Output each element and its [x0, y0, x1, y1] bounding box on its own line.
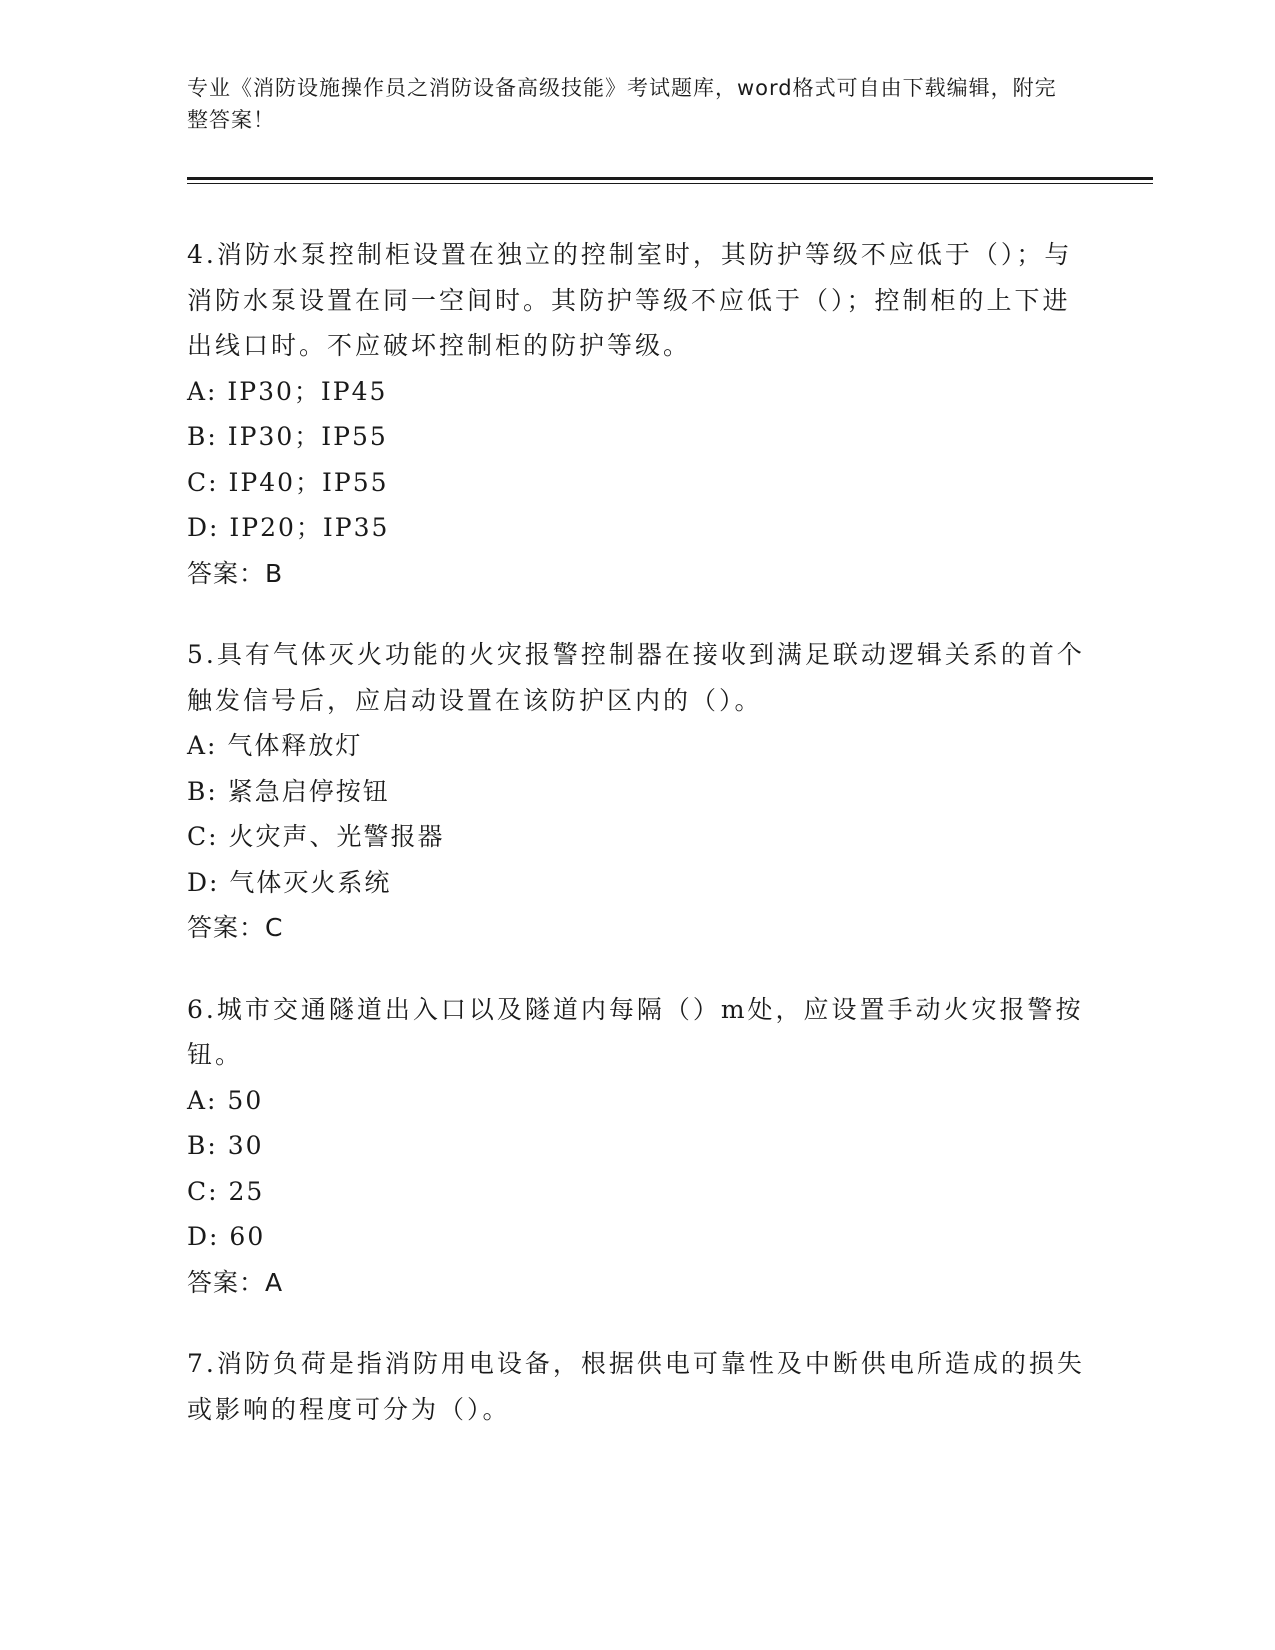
question-4	[187, 232, 1087, 596]
question-5	[187, 632, 1087, 951]
option-c: C: 25	[187, 1176, 265, 1206]
option-c: C: 火灾声、光警报器	[187, 822, 445, 851]
answer-label: 答案：B	[187, 558, 284, 588]
question-stem: 7.消防负荷是指消防用电设备，根据供电可靠性及中断供电所造成的损失或影响的程度可分为（）。	[187, 1349, 1085, 1424]
question-list	[187, 232, 1087, 1468]
question-stem: 5.具有气体灭火功能的火灾报警控制器在接收到满足联动逻辑关系的首个触发信号后，应启动设置在该防护区内的（）。	[187, 640, 1085, 715]
option-a: A: 50	[187, 1085, 264, 1115]
header-rule-thick	[187, 177, 1153, 180]
document-header: 专业《消防设施操作员之消防设备高级技能》考试题库，word格式可自由下载编辑，附完整答案！	[187, 76, 1057, 132]
option-b: B: 30	[187, 1131, 264, 1160]
question-stem: 6.城市交通隧道出入口以及隧道内每隔（）m处，应设置手动火灾报警按钮。	[187, 994, 1084, 1069]
question-7	[187, 1341, 1087, 1432]
option-d: D: 气体灭火系统	[187, 867, 392, 897]
option-d: D: IP20；IP35	[187, 513, 390, 542]
option-a: A: 气体释放灯	[187, 731, 363, 760]
header-rule-thin	[187, 183, 1153, 184]
answer-label: 答案：C	[187, 913, 284, 942]
option-d: D: 60	[187, 1222, 266, 1251]
option-a: A: IP30；IP45	[187, 376, 388, 406]
question-stem: 4.消防水泵控制柜设置在独立的控制室时，其防护等级不应低于（）；与消防水泵设置在同一空间时。其防护等级不应低于（）；控制柜的上下进出线口时。不应破坏控制柜的防护等级。	[187, 240, 1073, 360]
question-6	[187, 987, 1087, 1306]
option-b: B: 紧急启停按钮	[187, 776, 390, 806]
option-b: B: IP30；IP55	[187, 422, 388, 451]
option-c: C: IP40；IP55	[187, 467, 389, 497]
answer-label: 答案：A	[187, 1267, 284, 1297]
